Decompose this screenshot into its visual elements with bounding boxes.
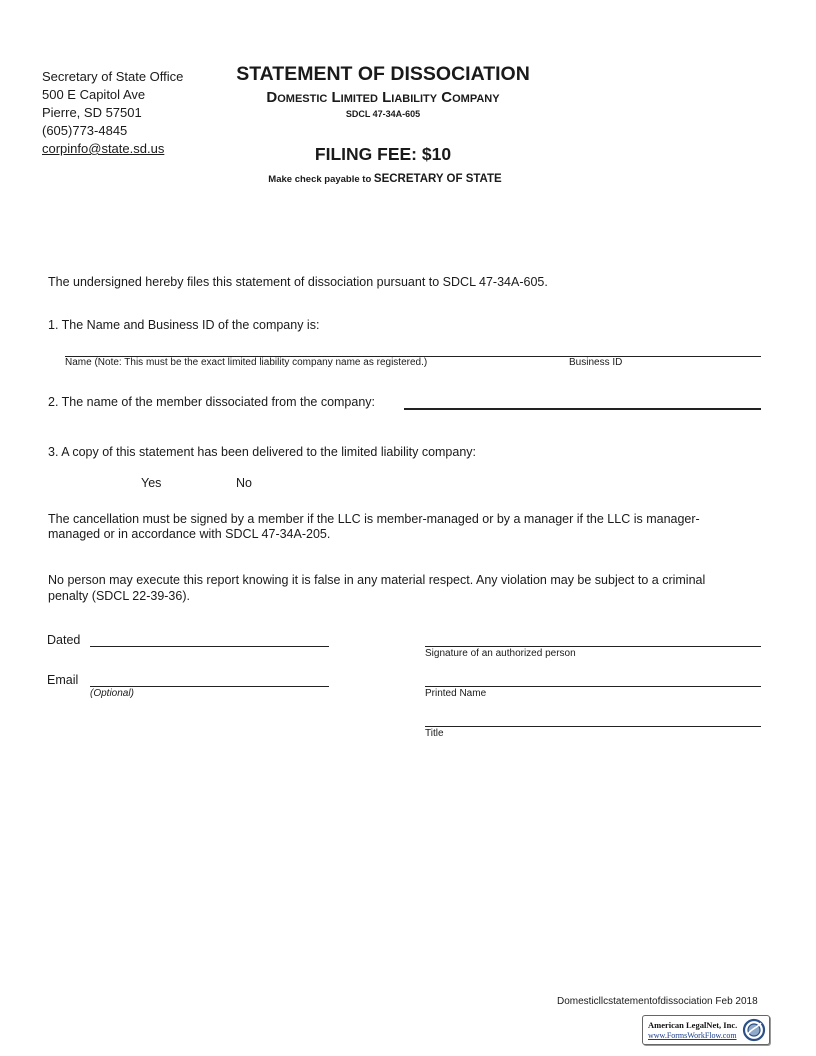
dated-field[interactable] (90, 646, 329, 647)
item2-label: 2. The name of the member dissociated from the company: (48, 395, 376, 409)
intro-statement: The undersigned hereby files this statement of dissociation pursuant to SDCL 47-34A-605. (48, 275, 548, 289)
cancellation-text-line2: managed or in accordance with SDCL 47-34A-205. (48, 527, 331, 541)
dissociated-member-field[interactable] (404, 408, 761, 410)
check-payee: SECRETARY OF STATE (373, 173, 502, 185)
logo-url[interactable]: www.FormsWorkFlow.com (648, 1031, 737, 1040)
check-payable (200, 169, 570, 187)
check-payable-prefix: Make check payable to (268, 174, 374, 185)
company-name-note: Name (Note: This must be the exact limited liability company name as registered.) (65, 357, 428, 368)
signature-field[interactable] (425, 646, 761, 647)
office-address (42, 68, 183, 158)
delivered-no-option[interactable]: No (236, 476, 252, 490)
delivered-yes-option[interactable]: Yes (141, 476, 162, 490)
american-legalnet-logo[interactable] (642, 1015, 770, 1045)
title-field[interactable] (425, 726, 761, 727)
globe-swirl-icon (742, 1018, 766, 1042)
email-label: Email (47, 673, 79, 687)
printed-name-label: Printed Name (425, 688, 487, 699)
printed-name-field[interactable] (425, 686, 761, 687)
cancellation-text-line1: The cancellation must be signed by a member if the LLC is member-managed or by a manager if the LLC is manager- (48, 512, 700, 526)
form-id: Domesticllcstatementofdissociation Feb 2018 (557, 996, 758, 1007)
office-city: Pierre, SD 57501 (42, 105, 142, 120)
office-street: 500 E Capitol Ave (42, 87, 146, 102)
form-statute: SDCL 47-34A-605 (345, 109, 421, 119)
office-phone: (605)773-4845 (42, 123, 128, 138)
form-subtitle: Domestic Limited Liability Company (266, 89, 500, 106)
office-name: Secretary of State Office (42, 69, 184, 84)
dated-label: Dated (47, 633, 81, 647)
logo-company-name: American LegalNet, Inc. (648, 1020, 738, 1030)
title-label: Title (425, 728, 444, 739)
signature-label: Signature of an authorized person (425, 648, 576, 659)
business-id-label: Business ID (569, 357, 623, 368)
item3-label: 3. A copy of this statement has been delivered to the limited liability company: (48, 445, 477, 459)
filing-fee: FILING FEE: $10 (314, 144, 452, 164)
penalty-text-line2: penalty (SDCL 22-39-36). (48, 589, 190, 603)
email-field[interactable] (90, 686, 329, 687)
penalty-text-line1: No person may execute this report knowing it is false in any material respect. Any violation may be subject to a criminal (48, 573, 706, 587)
office-email-link[interactable]: corpinfo@state.sd.us (42, 141, 165, 156)
item1-label: 1. The Name and Business ID of the company is: (48, 318, 320, 332)
form-title: STATEMENT OF DISSOCIATION (236, 63, 530, 85)
email-optional-note: (Optional) (90, 688, 134, 699)
